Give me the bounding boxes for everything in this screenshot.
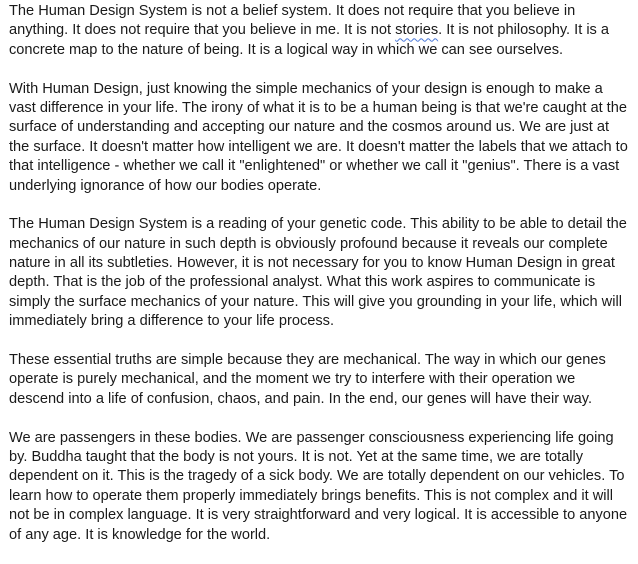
text-line: [9, 390, 633, 409]
text-run: dependent on it. This is the tragedy of a sick body. We are totally dependent on our vehicles. To: [9, 468, 625, 485]
text-line: [9, 254, 633, 273]
text-line: [9, 351, 633, 370]
text-run: learn how to operate them properly immediately brings benefits. This is not complex and it will: [9, 487, 614, 504]
text-run: by. Buddha taught that the body is not yours. It is not. Yet at the same time, we are totally: [9, 448, 584, 465]
text-line: [9, 429, 633, 448]
text-run: . It is not philosophy. It is a: [438, 22, 610, 39]
text-run: operate is purely mechanical, and the moment we try to interfere with their operation we: [9, 371, 576, 388]
text-line: [9, 293, 633, 312]
paragraph-1: [9, 2, 633, 60]
text-run: mechanics of our nature in such depth is obviously profound because it reveals our complete: [9, 235, 608, 252]
text-run: The Human Design System is a reading of your genetic code. This ability to be able to detail the: [9, 216, 627, 233]
text-line: [9, 138, 633, 157]
text-line: [9, 21, 633, 40]
text-line: [9, 273, 633, 292]
text-line: [9, 312, 633, 331]
text-run: depth. That is the job of the professional analyst. What this work aspires to communicate is: [9, 274, 596, 291]
text-run: immediately bring a difference to your life process.: [9, 313, 335, 330]
paragraph-3: [9, 215, 633, 331]
text-run: the surface. It doesn't matter how intelligent we are. It doesn't matter the labels that we attach to: [9, 138, 628, 155]
text-line: [9, 235, 633, 254]
text-line: [9, 506, 633, 525]
text-run: underlying ignorance of how our bodies operate.: [9, 177, 322, 194]
text-line: [9, 157, 633, 176]
text-line: [9, 467, 633, 486]
text-run: anything. It does not require that you believe in me. It is not: [9, 22, 396, 39]
text-line: [9, 2, 633, 21]
document-body: [9, 2, 633, 564]
text-line: [9, 215, 633, 234]
text-run: With Human Design, just knowing the simple mechanics of your design is enough to make a: [9, 80, 603, 97]
text-line: [9, 80, 633, 99]
text-line: [9, 370, 633, 389]
text-line: [9, 526, 633, 545]
text-line: [9, 448, 633, 467]
text-run: of any age. It is knowledge for the world.: [9, 526, 271, 543]
text-line: [9, 118, 633, 137]
text-run: The Human Design System is not a belief system. It does not require that you believe in: [9, 3, 576, 19]
paragraph-4: [9, 351, 633, 409]
text-run: nature in all its subtleties. However, it is not necessary for you to know Human Design in great: [9, 255, 615, 272]
text-run: descend into a life of confusion, chaos, and pain. In the end, our genes will have their way.: [9, 390, 593, 407]
text-run: surface of understanding and accepting our nature and the cosmos around us. We are just at: [9, 119, 610, 136]
paragraph-2: [9, 80, 633, 196]
text-run: We are passengers in these bodies. We are passenger consciousness experiencing life going: [9, 429, 614, 446]
text-run: concrete map to the nature of being. It is a logical way in which we can see ourselves.: [9, 41, 564, 58]
text-line: [9, 99, 633, 118]
text-run: that intelligence - whether we call it "enlightened" or whether we call it "genius". There is a vast: [9, 158, 620, 175]
text-run: simply the surface mechanics of your nature. This will give you grounding in your life, which will: [9, 293, 622, 310]
text-run: These essential truths are simple because they are mechanical. The way in which our genes: [9, 352, 606, 369]
text-line: [9, 487, 633, 506]
paragraph-5: [9, 429, 633, 545]
text-run: vast difference in your life. The irony of what it is to be a human being is that we're caught at the: [9, 99, 627, 116]
spellcheck-underlined-word[interactable]: stories: [395, 22, 439, 39]
text-run: not be in complex language. It is very straightforward and very logical. It is accessible to anyone: [9, 507, 628, 524]
text-line: [9, 41, 633, 60]
text-line: [9, 177, 633, 196]
